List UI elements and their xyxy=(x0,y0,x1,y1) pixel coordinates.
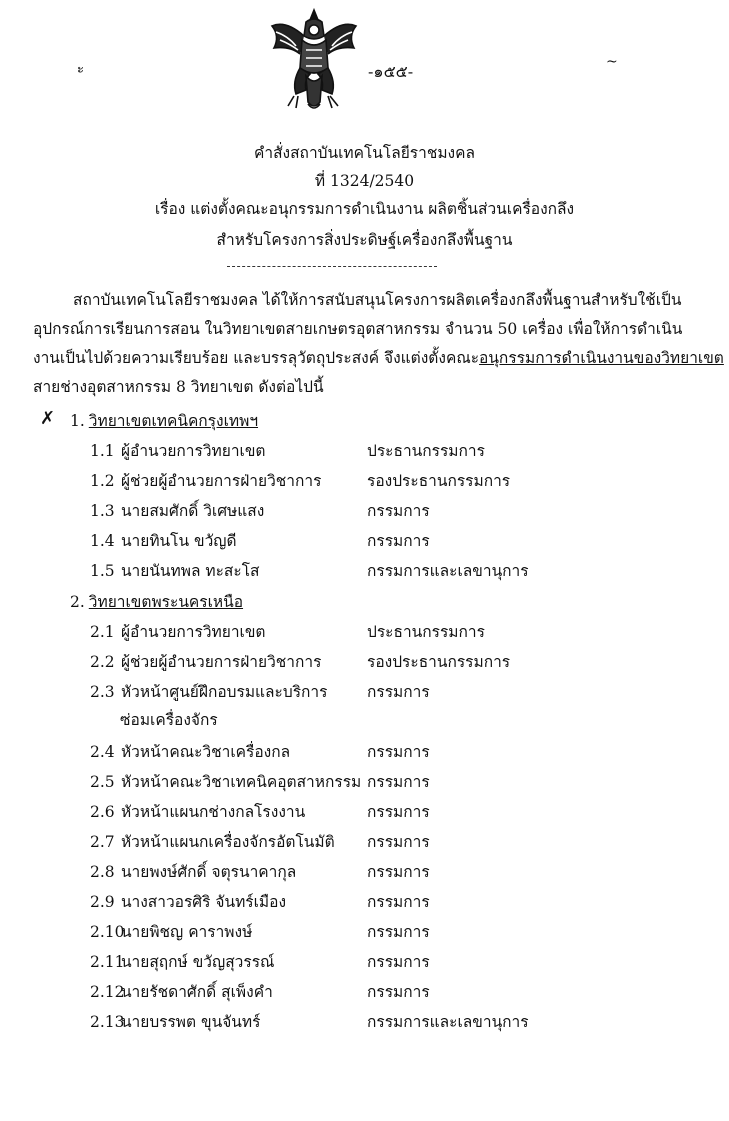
project-line: สำหรับโครงการสิ่งประดิษฐ์เครื่องกลึงพื้นฐาน xyxy=(216,231,513,249)
member-row: 1.1 ผู้อำนวยการวิทยาเขต xyxy=(90,442,266,460)
member-name-continuation: ซ่อมเครื่องจักร xyxy=(120,711,218,729)
member-row: 2.13 นายบรรพต ขุนจันทร์ xyxy=(90,1013,261,1031)
member-row: 2.1 ผู้อำนวยการวิทยาเขต xyxy=(90,623,266,641)
member-role: กรรมการ xyxy=(367,923,430,941)
member-row: 1.3 นายสมศักดิ์ วิเศษแสง xyxy=(90,502,265,520)
subject-line: เรื่อง แต่งตั้งคณะอนุกรรมการดำเนินงาน ผลิตชิ้นส่วนเครื่องกลึง xyxy=(154,200,575,218)
member-role: กรรมการ xyxy=(367,803,430,821)
member-role: กรรมการ xyxy=(367,683,430,701)
member-row: 2.6 หัวหน้าแผนกช่างกลโรงงาน xyxy=(90,803,306,821)
member-role: รองประธานกรรมการ xyxy=(367,472,511,490)
member-row: 2.8 นายพงษ์ศักดิ์ จตุรนาคากุล xyxy=(90,863,297,881)
member-row: 2.11 นายสุฤกษ์ ขวัญสุวรรณ์ xyxy=(90,953,275,971)
member-role: รองประธานกรรมการ xyxy=(367,653,511,671)
intro-paragraph xyxy=(33,286,724,402)
intro-line-4: สายช่างอุตสาหกรรม 8 วิทยาเขต ดังต่อไปนี้ xyxy=(33,378,324,396)
member-row: 1.5 นายนันทพล ทะสะโส xyxy=(90,562,260,580)
intro-line-3-text: งานเป็นไปด้วยความเรียบร้อย และบรรลุวัตถุประสงค์ จึงแต่งตั้งคณะ xyxy=(33,349,480,367)
margin-mark-left: ะ xyxy=(77,62,84,77)
member-role: กรรมการ xyxy=(367,863,430,881)
member-row: 2.5 หัวหน้าคณะวิชาเทคนิคอุตสาหกรรม xyxy=(90,773,362,791)
intro-line-2: อุปกรณ์การเรียนการสอน ในวิทยาเขตสายเกษตรอุตสาหกรรม จำนวน 50 เครื่อง เพื่อให้การดำเนิน xyxy=(33,320,683,338)
member-row: 2.2 ผู้ช่วยผู้อำนวยการฝ่ายวิชาการ xyxy=(90,653,322,671)
member-role: กรรมการ xyxy=(367,532,430,550)
member-role: กรรมการและเลขานุการ xyxy=(367,1013,529,1031)
institution-line: คำสั่งสถาบันเทคโนโลยีราชมงคล xyxy=(254,144,475,162)
member-role: กรรมการ xyxy=(367,833,430,851)
intro-line-3 xyxy=(33,344,724,373)
section-2-heading: 2. วิทยาเขตพระนครเหนือ xyxy=(70,593,244,611)
member-row: 2.3 หัวหน้าศูนย์ฝึกอบรมและบริการ xyxy=(90,683,328,701)
member-role: กรรมการ xyxy=(367,743,430,761)
order-number: ที่ 1324/2540 xyxy=(314,172,415,190)
handwritten-star-mark: ✗ xyxy=(40,408,56,429)
member-role: กรรมการ xyxy=(367,502,430,520)
intro-line-3-underlined: อนุกรรมการดำเนินงานของวิทยาเขต xyxy=(479,349,724,367)
margin-mark-right: ~ xyxy=(606,54,618,70)
member-role: ประธานกรรมการ xyxy=(367,442,485,460)
member-role: กรรมการและเลขานุการ xyxy=(367,562,529,580)
member-role: ประธานกรรมการ xyxy=(367,623,485,641)
member-role: กรรมการ xyxy=(367,773,430,791)
member-row: 1.2 ผู้ช่วยผู้อำนวยการฝ่ายวิชาการ xyxy=(90,472,322,490)
garuda-emblem-icon xyxy=(266,6,362,114)
member-row: 1.4 นายทินโน ขวัญดี xyxy=(90,532,237,550)
member-row: 2.9 นางสาวอรศิริ จันทร์เมือง xyxy=(90,893,287,911)
member-role: กรรมการ xyxy=(367,953,430,971)
member-row: 2.12 นายรัชดาศักดิ์ สุเพ็งคำ xyxy=(90,983,273,1001)
member-role: กรรมการ xyxy=(367,983,430,1001)
section-1-heading: 1. วิทยาเขตเทคนิคกรุงเทพฯ xyxy=(70,412,259,430)
member-row: 2.10 นายพิชญ คาราพงษ์ xyxy=(90,923,253,941)
member-row: 2.7 หัวหน้าแผนกเครื่องจักรอัตโนมัติ xyxy=(90,833,335,851)
title-divider xyxy=(227,266,437,267)
page-number: -๑๕๕- xyxy=(368,62,414,81)
member-row: 2.4 หัวหน้าคณะวิชาเครื่องกล xyxy=(90,743,291,761)
intro-line-1: สถาบันเทคโนโลยีราชมงคล ได้ให้การสนับสนุนโครงการผลิตเครื่องกลึงพื้นฐานสำหรับใช้เป็น xyxy=(73,291,682,309)
member-role: กรรมการ xyxy=(367,893,430,911)
